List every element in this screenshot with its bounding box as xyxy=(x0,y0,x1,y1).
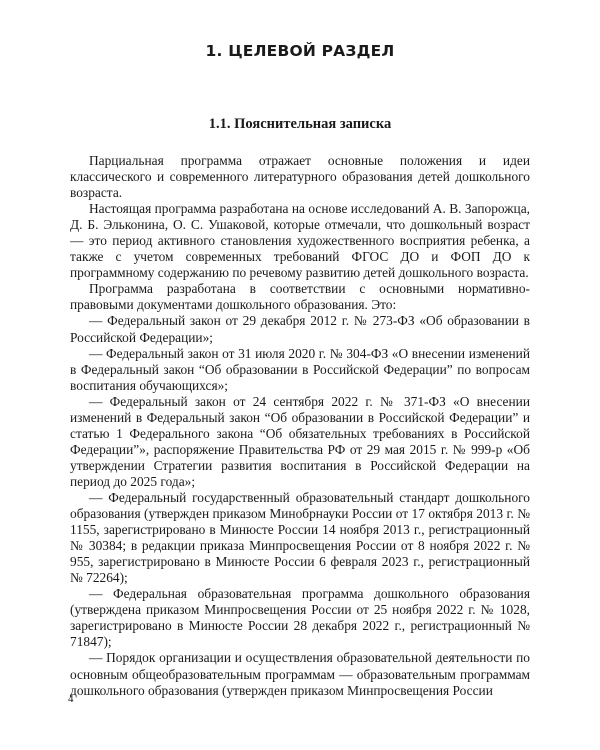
section-title: 1.1. Пояснительная записка xyxy=(208,116,392,132)
chapter-title: 1. ЦЕЛЕВОЙ РАЗДЕЛ xyxy=(205,42,395,60)
list-item: — Федеральный закон от 29 декабря 2012 г. № 273-ФЗ «Об образовании в Российской Федерации»; xyxy=(70,313,530,345)
list-item: — Федеральный закон от 31 июля 2020 г. № 304-ФЗ «О внесении изменений в Федеральный закон “Об образовании в Российской Федерации” по вопросам воспитания обучающихся»; xyxy=(70,345,530,393)
list-item: — Федеральная образовательная программа дошкольного образования (утверждена приказом Минпросвещения России от 25 ноября 2022 г. № 1028, зарегистрировано в Минюсте России 28 декабря 2022 г., регистрационный № 71847); xyxy=(70,586,530,650)
paragraph: Парциальная программа отражает основные положения и идеи классического и современного литературного образования детей дошкольного возраста. xyxy=(70,153,530,201)
list-item: — Федеральный государственный образовательный стандарт дошкольного образования (утвержден приказом Минобрнауки России от 17 октября 2013 г. № 1155, зарегистрировано в Минюсте России 14 ноября 2013 г., регистрационный № 30384; в редакции приказа Минпросвещения России от 8 ноября 2022 г. № 955, зарегистрировано в Минюсте России 6 февраля 2023 г., регистрационный № 72264); xyxy=(70,489,530,586)
body-text xyxy=(70,153,530,699)
paragraph: Программа разработана в соответствии с основными нормативно-правовыми документами дошкольного образования. Это: xyxy=(70,281,530,313)
page-number: 4 xyxy=(68,693,74,705)
list-item: — Порядок организации и осуществления образовательной деятельности по основным общеобразовательным программам — образовательным программам дошкольного образования (утвержден приказом Минпросвещения России xyxy=(70,650,530,698)
paragraph: Настоящая программа разработана на основе исследований А. В. Запорожца, Д. Б. Эльконина, О. С. Ушаковой, которые отмечали, что дошкольный возраст — это период активного становления художественного восприятия ребенка, а также с учетом современных требований ФГОС ДО и ФОП ДО к программному содержанию по речевому развитию детей дошкольного возраста. xyxy=(70,201,530,281)
list-item: — Федеральный закон от 24 сентября 2022 г. № 371-ФЗ «О внесении изменений в Федеральный закон “Об образовании в Российской Федерации” и статью 1 Федерального закона “Об обязательных требованиях в Российской Федерации”», распоряжение Правительства РФ от 29 мая 2015 г. № 999-р «Об утверждении Стратегии развития воспитания в Российской Федерации на период до 2025 года»; xyxy=(70,393,530,489)
